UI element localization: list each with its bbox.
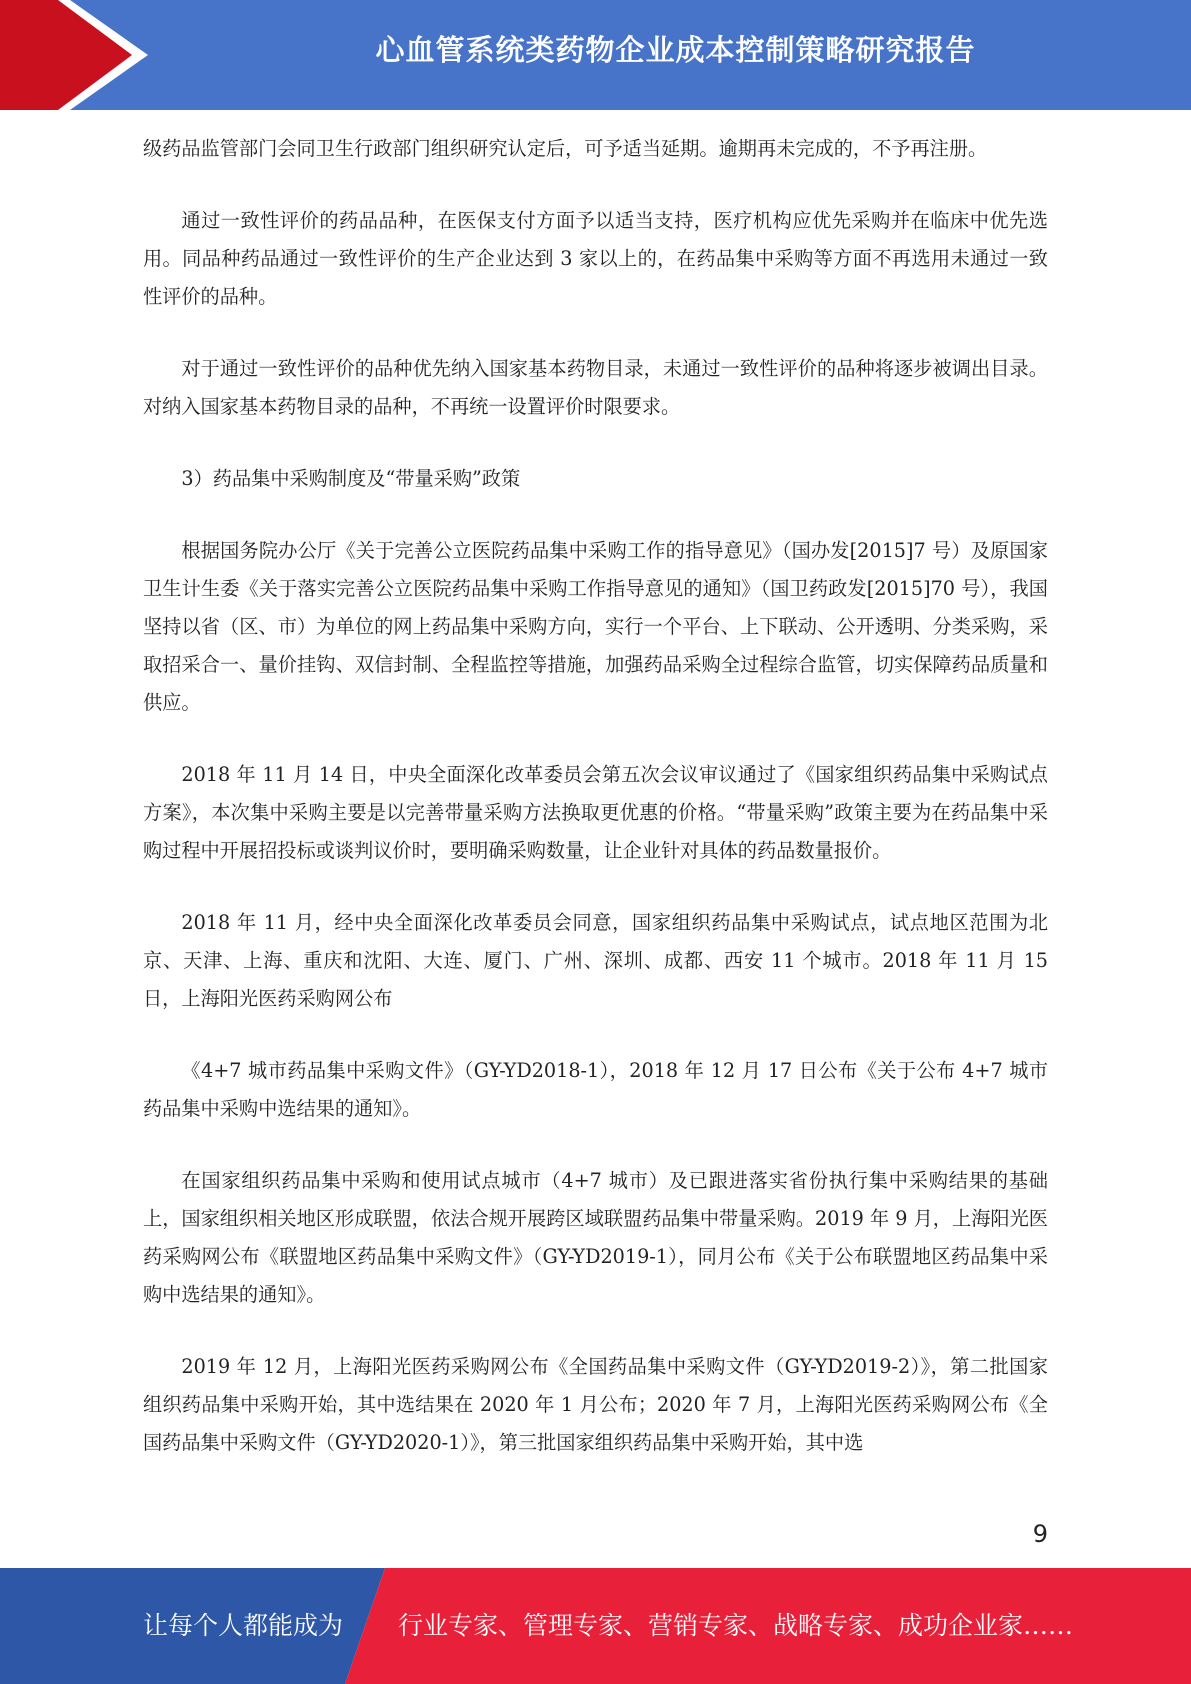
paragraph-6: 2018 年 11 月 14 日，中央全面深化改革委员会第五次会议审议通过了《国家组织药品集中采购试点方案》，本次集中采购主要是以完善带量采购方法换取更优惠的价格。“带量采购”政策主要为在药品集中采购过程中开展招投标或谈判议价时，要明确采购数量，让企业针对具体的药品数量报价。 [143, 763, 1048, 862]
paragraph-7: 2018 年 11 月，经中央全面深化改革委员会同意，国家组织药品集中采购试点，试点地区范围为北京、天津、上海、重庆和沈阳、大连、厦门、广州、深圳、成都、西安 11 个城市。2018 年 11 月 15 日，上海阳光医药采购网公布 [143, 911, 1048, 1010]
paragraph-10: 2019 年 12 月，上海阳光医药采购网公布《全国药品集中采购文件（GY-YD2019-2）》，第二批国家组织药品集中采购开始，其中选结果在 2020 年 1 月公布；2020 年 7 月，上海阳光医药采购网公布《全国药品集中采购文件（GY-YD2020-1）》，第三批国家组织药品集中采购开始，其中选 [143, 1355, 1048, 1454]
page-header [0, 0, 1191, 110]
paragraph-8: 《4+7 城市药品集中采购文件》（GY-YD2018-1），2018 年 12 月 17 日公布《关于公布 4+7 城市药品集中采购中选结果的通知》。 [143, 1059, 1048, 1120]
footer-slogan-left: 让每个人都能成为 [143, 1611, 344, 1640]
section-heading: 3）药品集中采购制度及“带量采购”政策 [181, 467, 521, 490]
report-title: 心血管系统类药物企业成本控制策略研究报告 [375, 33, 976, 67]
paragraph-1: 级药品监管部门会同卫生行政部门组织研究认定后，可予适当延期。逾期再未完成的，不予再注册。 [143, 137, 988, 160]
paragraph-9: 在国家组织药品集中采购和使用试点城市（4+7 城市）及已跟进落实省份执行集中采购结果的基础上，国家组织相关地区形成联盟，依法合规开展跨区域联盟药品集中带量采购。2019 年 9 月，上海阳光医药采购网公布《联盟地区药品集中采购文件》（GY-YD2019-1），同月公布《关于公布联盟地区药品集中采购中选结果的通知》。 [143, 1169, 1048, 1306]
paragraph-3: 对于通过一致性评价的品种优先纳入国家基本药物目录，未通过一致性评价的品种将逐步被调出目录。对纳入国家基本药物目录的品种，不再统一设置评价时限要求。 [143, 357, 1048, 418]
paragraph-2: 通过一致性评价的药品品种，在医保支付方面予以适当支持，医疗机构应优先采购并在临床中优先选用。同品种药品通过一致性评价的生产企业达到 3 家以上的，在药品集中采购等方面不再选用未通过一致性评价的品种。 [143, 209, 1048, 308]
paragraph-5: 根据国务院办公厅《关于完善公立医院药品集中采购工作的指导意见》（国办发[2015]7 号）及原国家卫生计生委《关于落实完善公立医院药品集中采购工作指导意见的通知》（国卫药政发[2015]70 号），我国坚持以省（区、市）为单位的网上药品集中采购方向，实行一个平台、上下联动、公开透明、分类采购，采取招采合一、量价挂钩、双信封制、全程监控等措施，加强药品采购全过程综合监管，切实保障药品质量和供应。 [143, 539, 1048, 714]
document-body [143, 130, 1048, 1496]
page-number: 9 [1032, 1520, 1048, 1548]
footer-slogan-right: 行业专家、管理专家、营销专家、战略专家、成功企业家…… [398, 1611, 1074, 1640]
page-footer [0, 1568, 1191, 1684]
